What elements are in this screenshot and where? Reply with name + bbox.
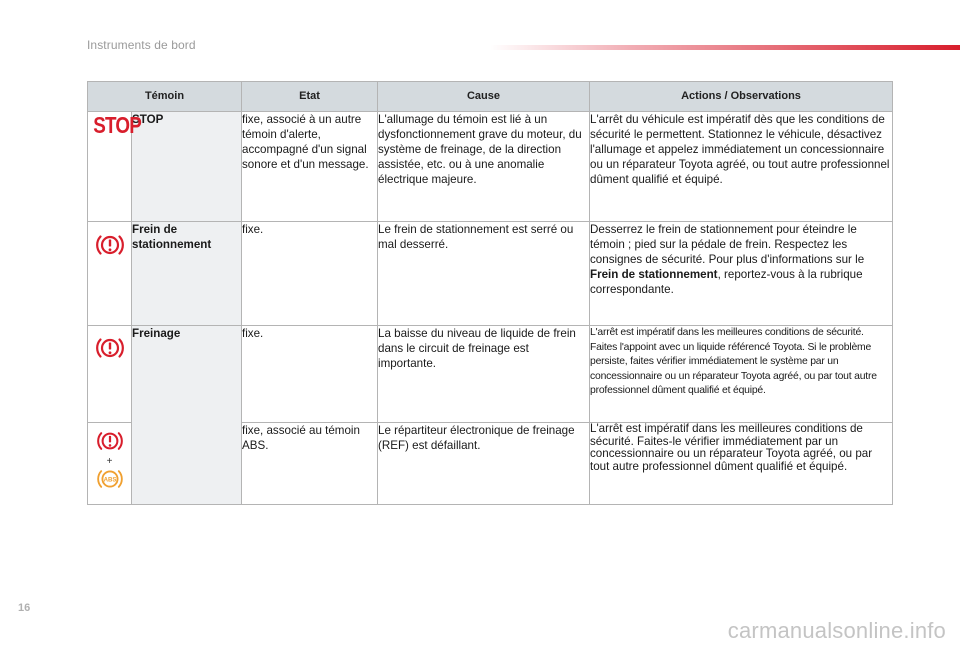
etat-cell: fixe. [242, 222, 378, 326]
row-label: STOP [132, 112, 242, 222]
page-number: 16 [18, 602, 31, 614]
brake-warning-icon [95, 351, 125, 364]
column-header-actions: Actions / Observations [590, 82, 893, 112]
cause-cell: Le répartiteur électronique de freinage (REF) est défaillant. [378, 423, 590, 505]
icon-cell [88, 112, 141, 222]
icon-cell [88, 222, 132, 326]
etat-cell: fixe, associé à un autre témoin d'alerte, accompagné d'un signal sonore et d'un message. [242, 112, 378, 222]
brake-warning-icon [95, 443, 125, 456]
plus-sign: + [106, 456, 113, 467]
column-header-etat: Etat [242, 82, 378, 112]
cause-cell: Le frein de stationnement est serré ou mal desserré. [378, 222, 590, 326]
icon-cell [88, 326, 132, 423]
row-label: Freinage [132, 326, 242, 505]
warning-lights-table [87, 81, 893, 505]
table-row [88, 112, 893, 222]
column-header-cause: Cause [378, 82, 590, 112]
actions-cell: L'arrêt est impératif dans les meilleures conditions de sécurité. Faites-le vérifier immédiatement par un concessionnaire ou un réparateur Toyota agréé, ou par tout autre professionnel dûment qualifié et équipé. [590, 423, 893, 505]
actions-text: , reportez-vous à la rubrique correspondante. [590, 268, 863, 296]
table-row [88, 222, 893, 326]
section-title: Instruments de bord [87, 38, 196, 52]
stop-icon: STOP [93, 112, 141, 138]
abs-icon-label: ABS [103, 476, 116, 484]
actions-cell: L'arrêt est impératif dans les meilleures conditions de sécurité. Faites l'appoint avec un liquide référencé Toyota. Si le problème persiste, faites vérifier immédiatement le système par un concessionnaire ou un réparateur Toyota agréé, ou par tout autre professionnel dûment qualifié et équipé. [590, 326, 893, 423]
actions-reference: Frein de stationnement [590, 268, 718, 281]
actions-cell: L'arrêt du véhicule est impératif dès que les conditions de sécurité le permettent. Stationnez le véhicule, désactivez l'allumage et appelez immédiatement un concessionnaire ou un réparateur Toyota agréé, ou tout autre professionnel dûment qualifié et équipé. [590, 112, 893, 222]
actions-text: Desserrez le frein de stationnement pour éteindre le témoin ; pied sur la pédale de frein. Respectez les consignes de sécurité. Pour plus d'informations sur le [590, 223, 865, 266]
icon-cell [88, 423, 132, 505]
column-header-temoin: Témoin [88, 82, 242, 112]
table-row [88, 326, 893, 423]
cause-cell: L'allumage du témoin est lié à un dysfonctionnement grave du moteur, du système de freinage, de la direction assistée, etc. ou à une anomalie électrique majeure. [378, 112, 590, 222]
cause-cell: La baisse du niveau de liquide de frein dans le circuit de freinage est importante. [378, 326, 590, 423]
table-header-row [88, 82, 893, 112]
etat-cell: fixe. [242, 326, 378, 423]
watermark: carmanualsonline.info [727, 618, 946, 643]
actions-cell [590, 222, 893, 326]
etat-cell: fixe, associé au témoin ABS. [242, 423, 378, 505]
header-accent-bar [490, 45, 960, 50]
row-label: Frein de stationnement [132, 222, 242, 326]
abs-warning-icon [95, 476, 125, 494]
brake-warning-icon [95, 248, 125, 261]
